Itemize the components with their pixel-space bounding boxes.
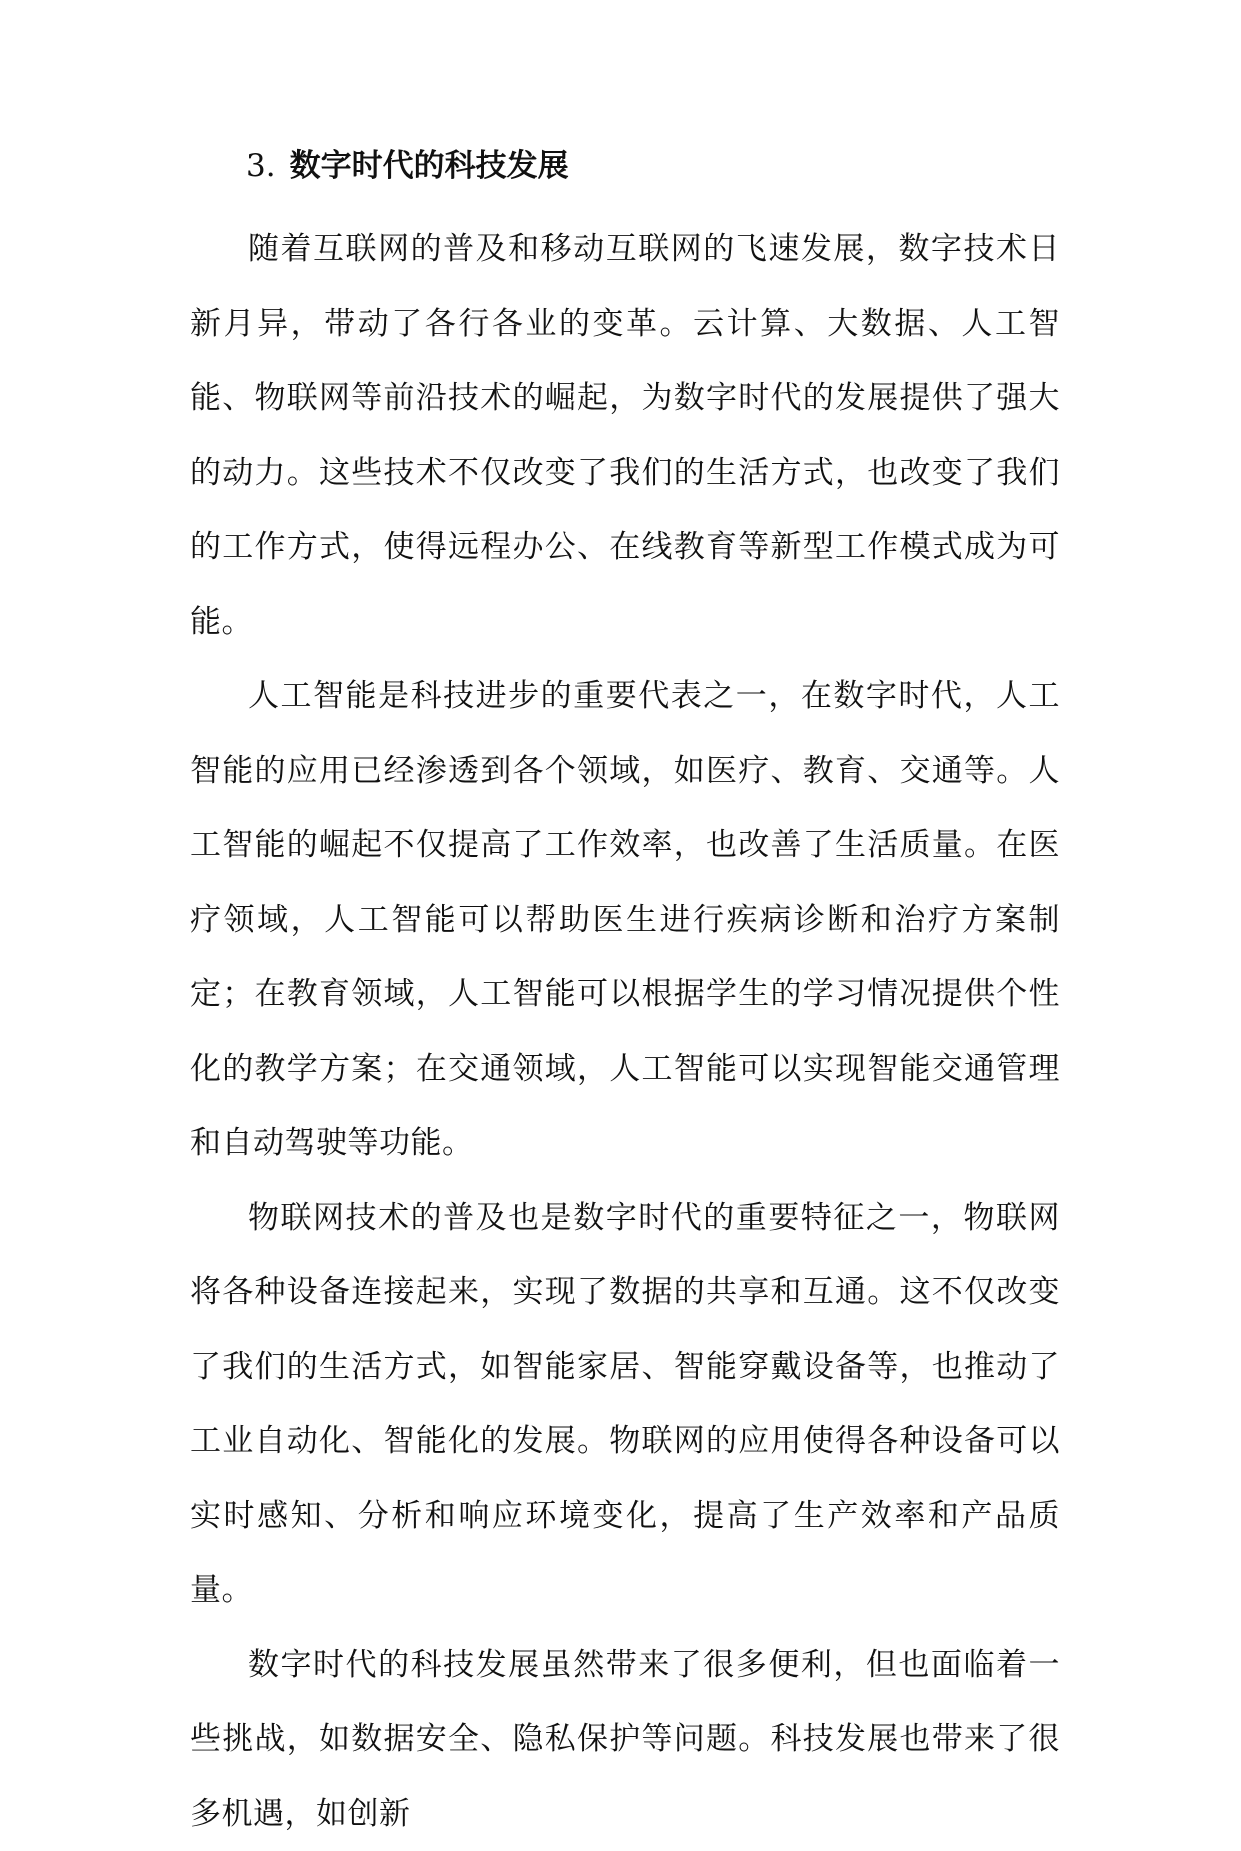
document-body <box>190 140 1060 1851</box>
paragraph-2: 人工智能是科技进步的重要代表之一，在数字时代，人工智能的应用已经渗透到各个领域，如医疗、教育、交通等。人工智能的崛起不仅提高了工作效率，也改善了生活质量。在医疗领域，人工智能可以帮助医生进行疾病诊断和治疗方案制定；在教育领域，人工智能可以根据学生的学习情况提供个性化的教学方案；在交通领域，人工智能可以实现智能交通管理和自动驾驶等功能。 <box>190 659 1060 1181</box>
section-number: 3. <box>246 148 276 184</box>
paragraph-3: 物联网技术的普及也是数字时代的重要特征之一，物联网将各种设备连接起来，实现了数据的共享和互通。这不仅改变了我们的生活方式，如智能家居、智能穿戴设备等，也推动了工业自动化、智能化的发展。物联网的应用使得各种设备可以实时感知、分析和响应环境变化，提高了生产效率和产品质量。 <box>190 1181 1060 1628</box>
section-heading <box>190 140 1060 192</box>
section-title: 数字时代的科技发展 <box>290 148 569 184</box>
paragraph-1: 随着互联网的普及和移动互联网的飞速发展，数字技术日新月异，带动了各行各业的变革。云计算、大数据、人工智能、物联网等前沿技术的崛起，为数字时代的发展提供了强大的动力。这些技术不仅改变了我们的生活方式，也改变了我们的工作方式，使得远程办公、在线教育等新型工作模式成为可能。 <box>190 212 1060 659</box>
paragraph-4: 数字时代的科技发展虽然带来了很多便利，但也面临着一些挑战，如数据安全、隐私保护等问题。科技发展也带来了很多机遇，如创新 <box>190 1628 1060 1851</box>
